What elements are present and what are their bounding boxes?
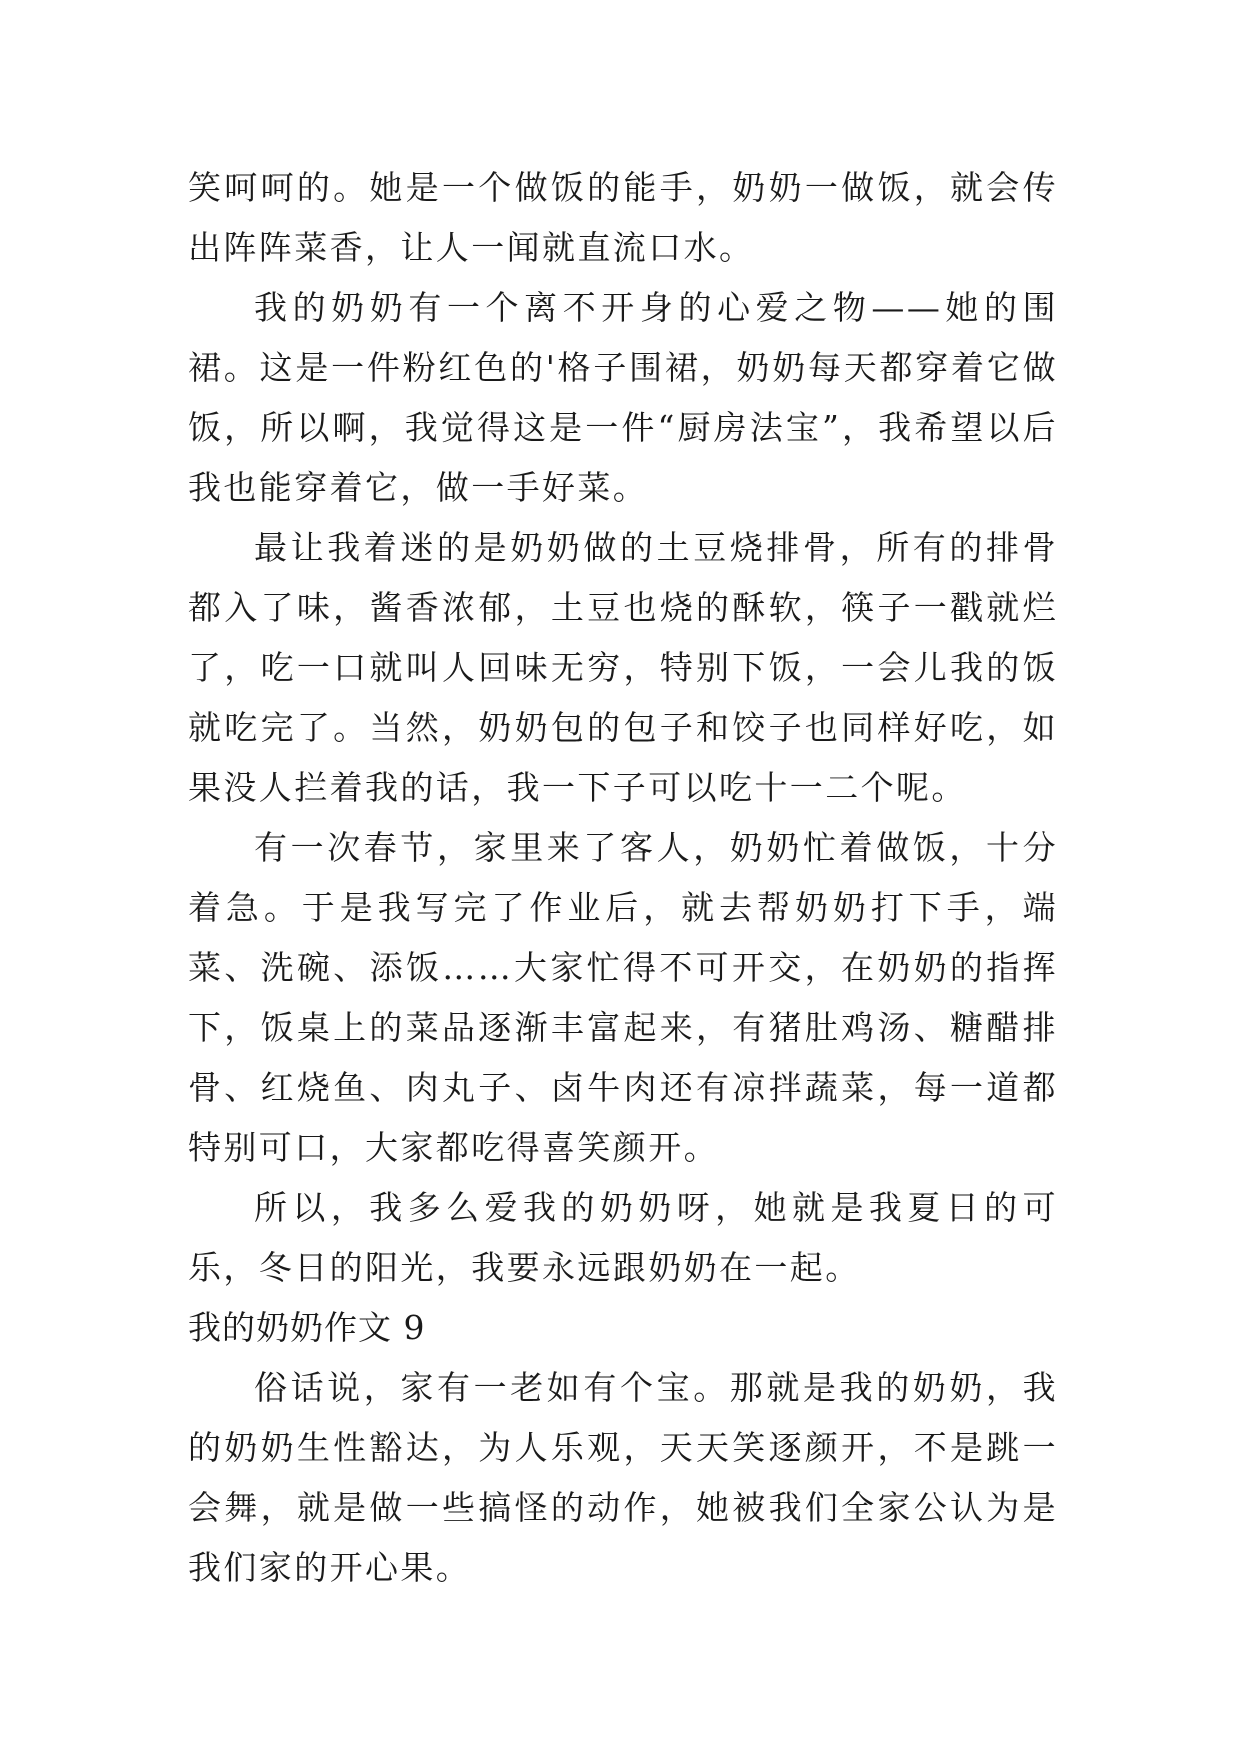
paragraph-continuation: 笑呵呵的。她是一个做饭的能手，奶奶一做饭，就会传出阵阵菜香，让人一闻就直流口水。 [188,168,1058,267]
paragraph-apron: 我的奶奶有一个离不开身的心爱之物——她的围裙。这是一件粉红色的'格子围裙，奶奶每天都穿着它做饭，所以啊，我觉得这是一件“厨房法宝”，我希望以后我也能穿着它，做一手好菜。 [188,288,1058,507]
paragraph-essay9-intro: 俗话说，家有一老如有个宝。那就是我的奶奶，我的奶奶生性豁达，为人乐观，天天笑逐颜开，不是跳一会舞，就是做一些搞怪的动作，她被我们全家公认为是我们家的开心果。 [188,1368,1058,1587]
paragraph-spring-festival: 有一次春节，家里来了客人，奶奶忙着做饭，十分着急。于是我写完了作业后，就去帮奶奶打下手，端菜、洗碗、添饭……大家忙得不可开交，在奶奶的指挥下，饭桌上的菜品逐渐丰富起来，有猪肚鸡汤、糖醋排骨、红烧鱼、肉丸子、卤牛肉还有凉拌蔬菜，每一道都特别可口，大家都吃得喜笑颜开。 [188,828,1058,1167]
paragraph-conclusion: 所以，我多么爱我的奶奶呀，她就是我夏日的可乐，冬日的阳光，我要永远跟奶奶在一起。 [188,1188,1058,1287]
essay-heading: 我的奶奶作文 9 [188,1308,426,1347]
paragraph-potato-ribs: 最让我着迷的是奶奶做的土豆烧排骨，所有的排骨都入了味，酱香浓郁，土豆也烧的酥软，筷子一戳就烂了，吃一口就叫人回味无穷，特别下饭，一会儿我的饭就吃完了。当然，奶奶包的包子和饺子也同样好吃，如果没人拦着我的话，我一下子可以吃十一二个呢。 [188,528,1058,807]
document-body [188,158,1058,1598]
